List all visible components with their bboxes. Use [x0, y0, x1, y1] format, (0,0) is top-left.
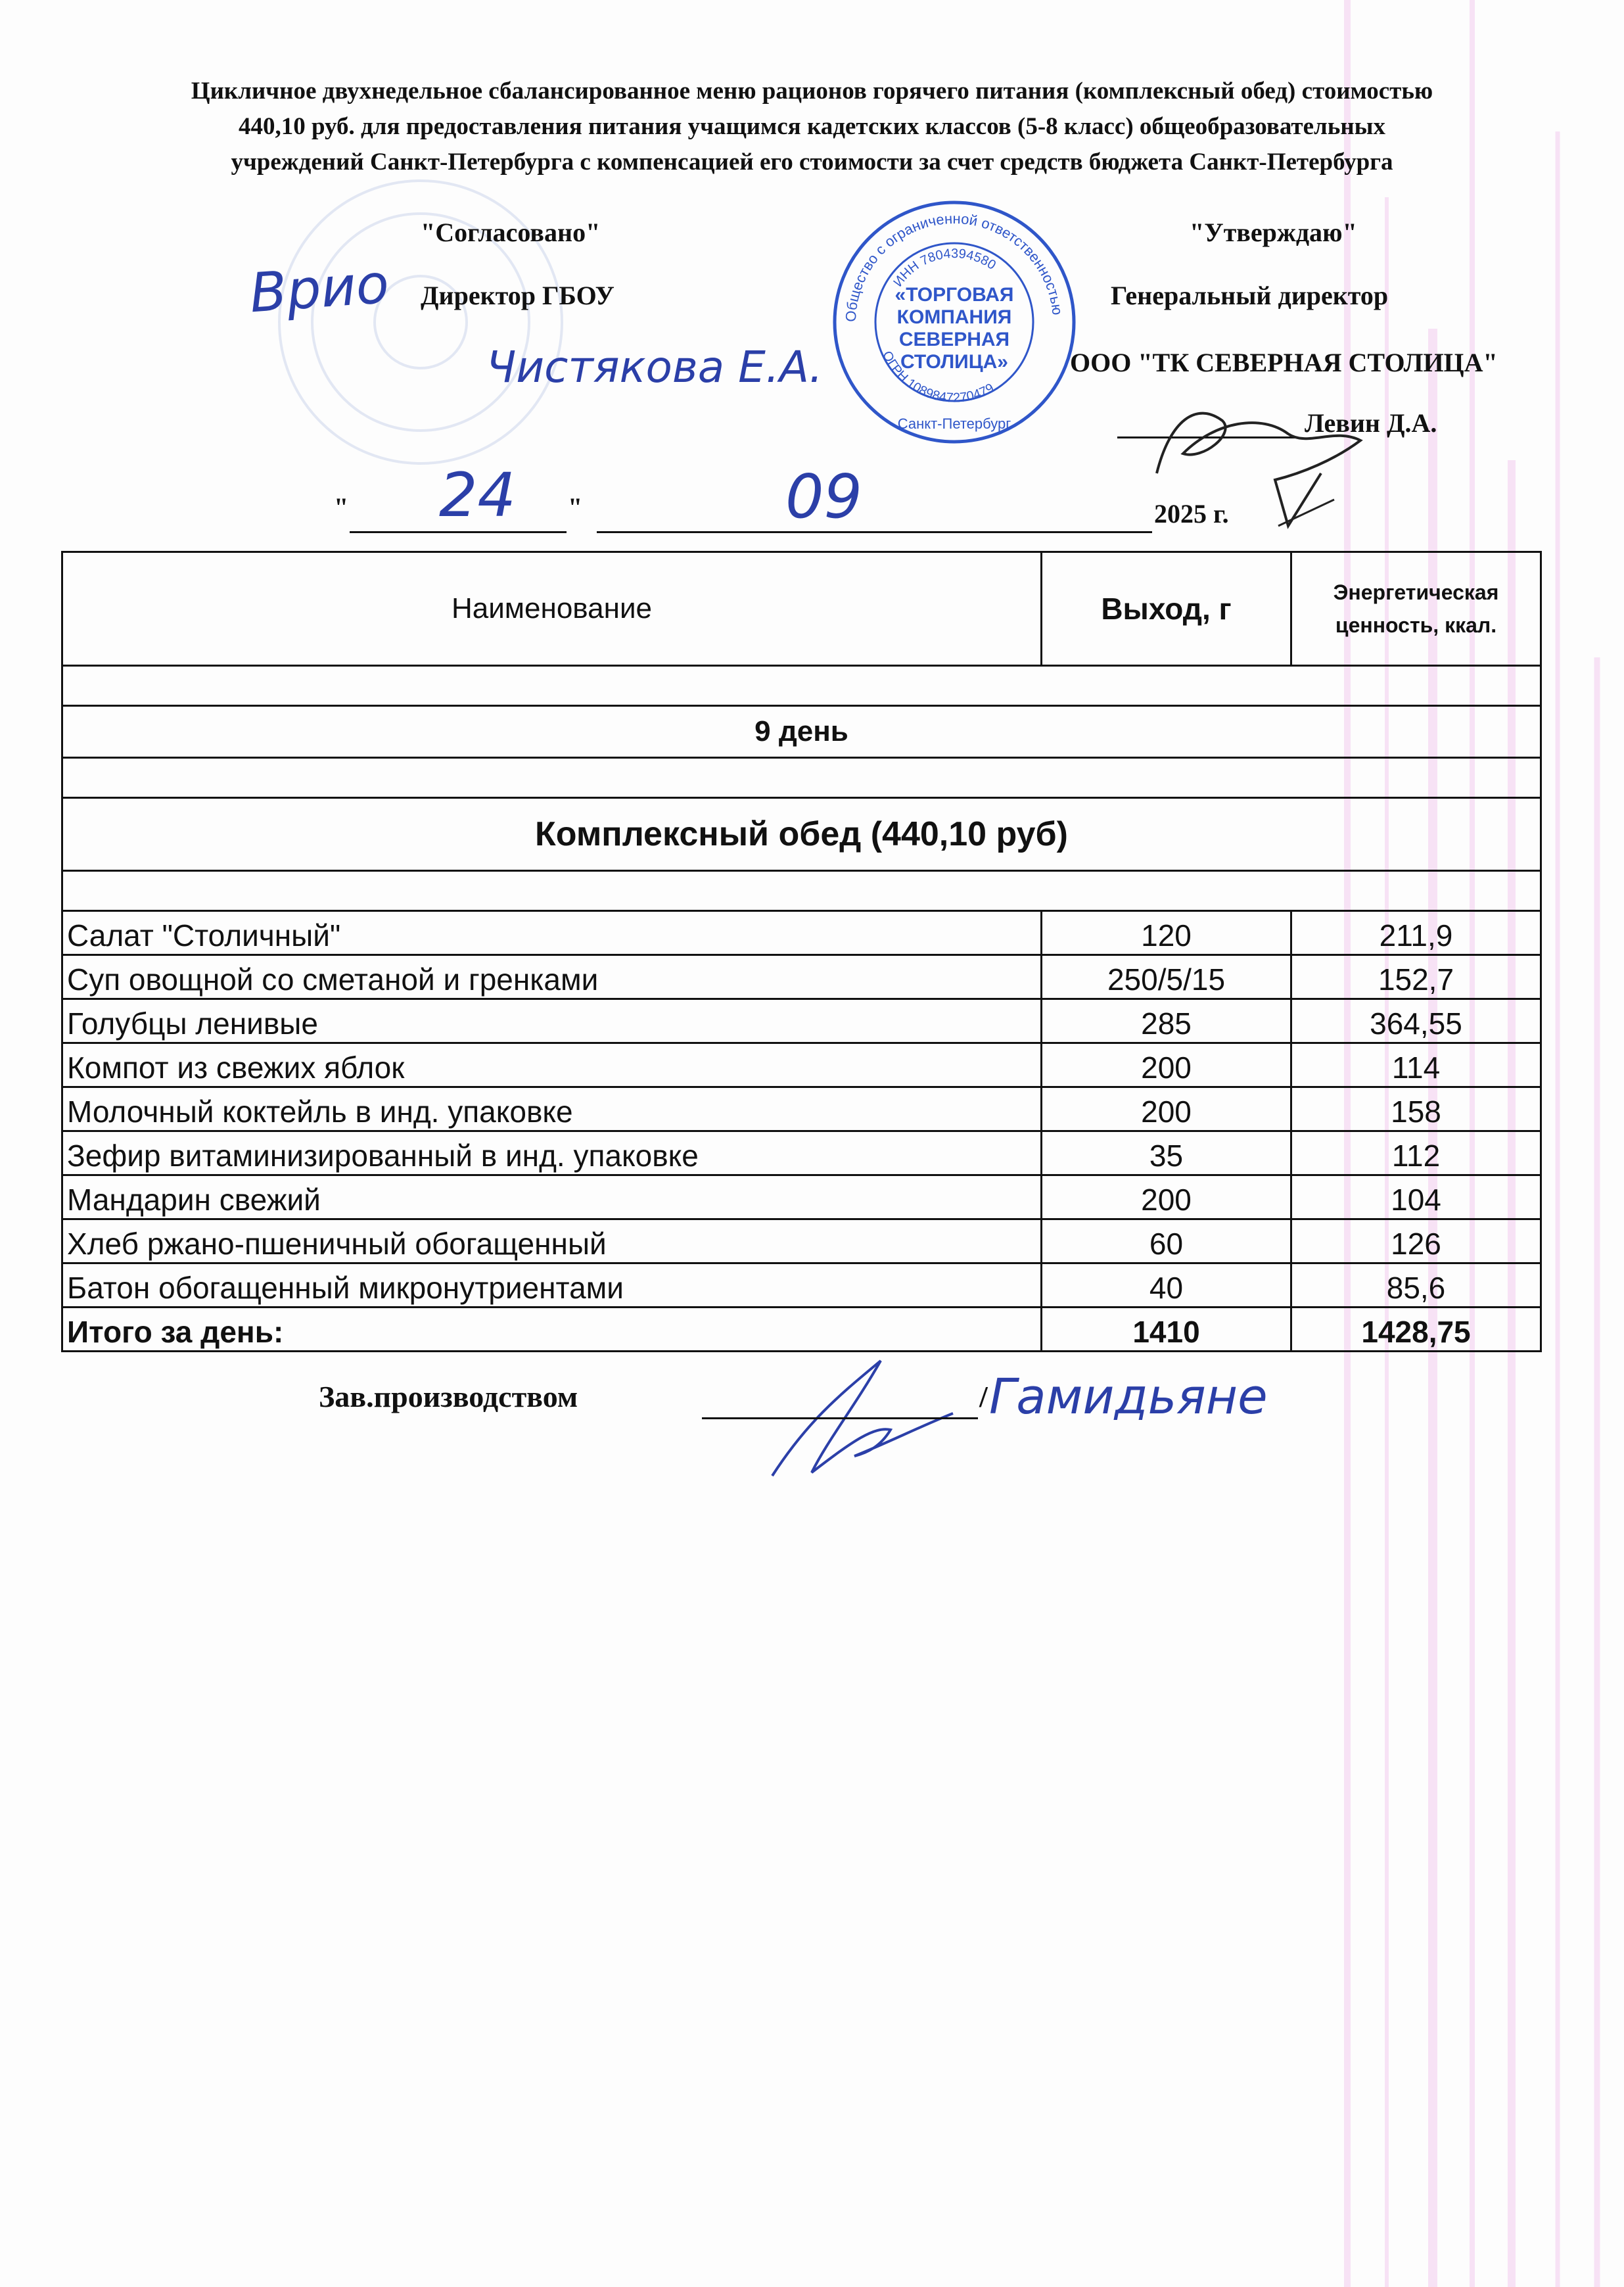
dish-kcal: 112: [1291, 1131, 1541, 1175]
dish-name: Голубцы ленивые: [62, 999, 1042, 1043]
menu-table: [61, 551, 1542, 1352]
dish-kcal: 126: [1291, 1219, 1541, 1263]
dish-yield: 285: [1042, 999, 1291, 1043]
blank-cell: [62, 666, 1541, 706]
dish-yield: 200: [1042, 1043, 1291, 1087]
total-yield: 1410: [1042, 1308, 1291, 1352]
dish-kcal: 158: [1291, 1087, 1541, 1131]
lunch-row: [62, 798, 1541, 871]
title-line-2: 440,10 руб. для предоставления питания учащимся кадетских классов (5-8 класс) общеобразовательных: [238, 113, 1386, 140]
dish-kcal: 114: [1291, 1043, 1541, 1087]
svg-text:ИНН 7804394580: [891, 247, 998, 289]
blank-cell: [62, 871, 1541, 911]
total-row: [62, 1308, 1541, 1352]
approve-organization: ООО "ТК СЕВЕРНАЯ СТОЛИЦА": [1070, 348, 1498, 377]
dish-yield: 120: [1042, 911, 1291, 955]
dish-yield: 200: [1042, 1087, 1291, 1131]
dish-kcal: 364,55: [1291, 999, 1541, 1043]
day-row: [62, 706, 1541, 758]
dish-name: Хлеб ржано-пшеничный обогащенный: [62, 1219, 1042, 1263]
stamp-line-2: КОМПАНИЯ: [896, 306, 1012, 328]
col-yield-header: Выход, г: [1042, 552, 1291, 666]
approve-heading: "Утверждаю": [1190, 218, 1357, 247]
table-row: [62, 1043, 1541, 1087]
approve-signature-line: [1117, 436, 1295, 438]
blank-row: [62, 758, 1541, 798]
blank-row: [62, 666, 1541, 706]
document-title: [66, 74, 1558, 180]
dish-name: Суп овощной со сметаной и гренками: [62, 955, 1042, 999]
dish-kcal: 85,6: [1291, 1263, 1541, 1308]
table-row: [62, 1087, 1541, 1131]
stamp-graphic: [829, 197, 1079, 447]
approve-name: Левин Д.А.: [1305, 408, 1437, 438]
stamp-ring-text: Общество с ограниченной ответственностью: [842, 210, 1066, 323]
director-signature-flourish: [1278, 500, 1334, 526]
company-stamp: [829, 197, 1079, 447]
date-month-line: [597, 531, 1152, 533]
dish-name: Компот из свежих яблок: [62, 1043, 1042, 1087]
table-row: [62, 911, 1541, 955]
footer-handwritten-name: Гамидьяне: [989, 1369, 1268, 1425]
dish-name: Молочный коктейль в инд. упаковке: [62, 1087, 1042, 1131]
stamp-line-3: СЕВЕРНАЯ: [898, 329, 1010, 350]
table-row: [62, 1219, 1541, 1263]
dish-name: Зефир витаминизированный в инд. упаковке: [62, 1131, 1042, 1175]
dish-kcal: 211,9: [1291, 911, 1541, 955]
stamp-line-1: «ТОРГОВАЯ: [894, 284, 1014, 306]
lunch-label: Комплексный обед (440,10 руб): [62, 798, 1541, 871]
title-line-3: учреждений Санкт-Петербурга с компенсацией его стоимости за счет средств бюджета Санкт-Петербурга: [231, 149, 1393, 176]
title-line-1: Цикличное двухнедельное сбалансированное меню рационов горячего питания (комплексный обед) стоимостью: [191, 78, 1433, 105]
dish-yield: 200: [1042, 1175, 1291, 1219]
stamp-inn: ИНН 7804394580: [891, 246, 999, 290]
approve-position: Генеральный директор: [1111, 281, 1389, 310]
footer-slash: /: [979, 1380, 988, 1413]
blank-cell: [62, 758, 1541, 798]
col-name-header: Наименование: [62, 552, 1042, 666]
dish-name: Мандарин свежий: [62, 1175, 1042, 1219]
footer-label: Зав.производством: [319, 1380, 578, 1413]
table-row: [62, 1175, 1541, 1219]
dish-kcal: 104: [1291, 1175, 1541, 1219]
stamp-line-4: СТОЛИЦА»: [900, 351, 1008, 373]
dish-kcal: 152,7: [1291, 955, 1541, 999]
agreed-heading: "Согласовано": [421, 218, 601, 247]
dish-yield: 60: [1042, 1219, 1291, 1263]
table-row: [62, 999, 1541, 1043]
dish-yield: 40: [1042, 1263, 1291, 1308]
table-row: [62, 1263, 1541, 1308]
dish-yield: 35: [1042, 1131, 1291, 1175]
date-month: 09: [785, 461, 863, 532]
dish-yield: 250/5/15: [1042, 955, 1291, 999]
date-day: 24: [439, 460, 517, 530]
stamp-city: Санкт-Петербург: [897, 415, 1011, 432]
day-label: 9 день: [62, 706, 1541, 758]
handwriting-vrio: Врио: [247, 252, 391, 325]
col-energy-header: Энергетическая ценность, ккал.: [1291, 552, 1541, 666]
date-year: 2025 г.: [1154, 499, 1229, 529]
table-header-row: [62, 552, 1541, 666]
dish-name: Батон обогащенный микронутриентами: [62, 1263, 1042, 1308]
agreed-position: Директор ГБОУ: [421, 281, 615, 310]
dish-name: Салат "Столичный": [62, 911, 1042, 955]
table-row: [62, 1131, 1541, 1175]
blank-row: [62, 871, 1541, 911]
total-label: Итого за день:: [62, 1308, 1042, 1352]
footer-signature-line: [702, 1417, 978, 1419]
handwriting-name: Чистякова Е.А.: [486, 342, 823, 392]
table-row: [62, 955, 1541, 999]
stamp-ogrn: ОГРН 1089847270479: [879, 348, 997, 406]
total-kcal: 1428,75: [1291, 1308, 1541, 1352]
date-quote-2: ": [568, 492, 583, 522]
date-day-line: [350, 531, 567, 533]
date-quote-1: ": [334, 492, 349, 522]
